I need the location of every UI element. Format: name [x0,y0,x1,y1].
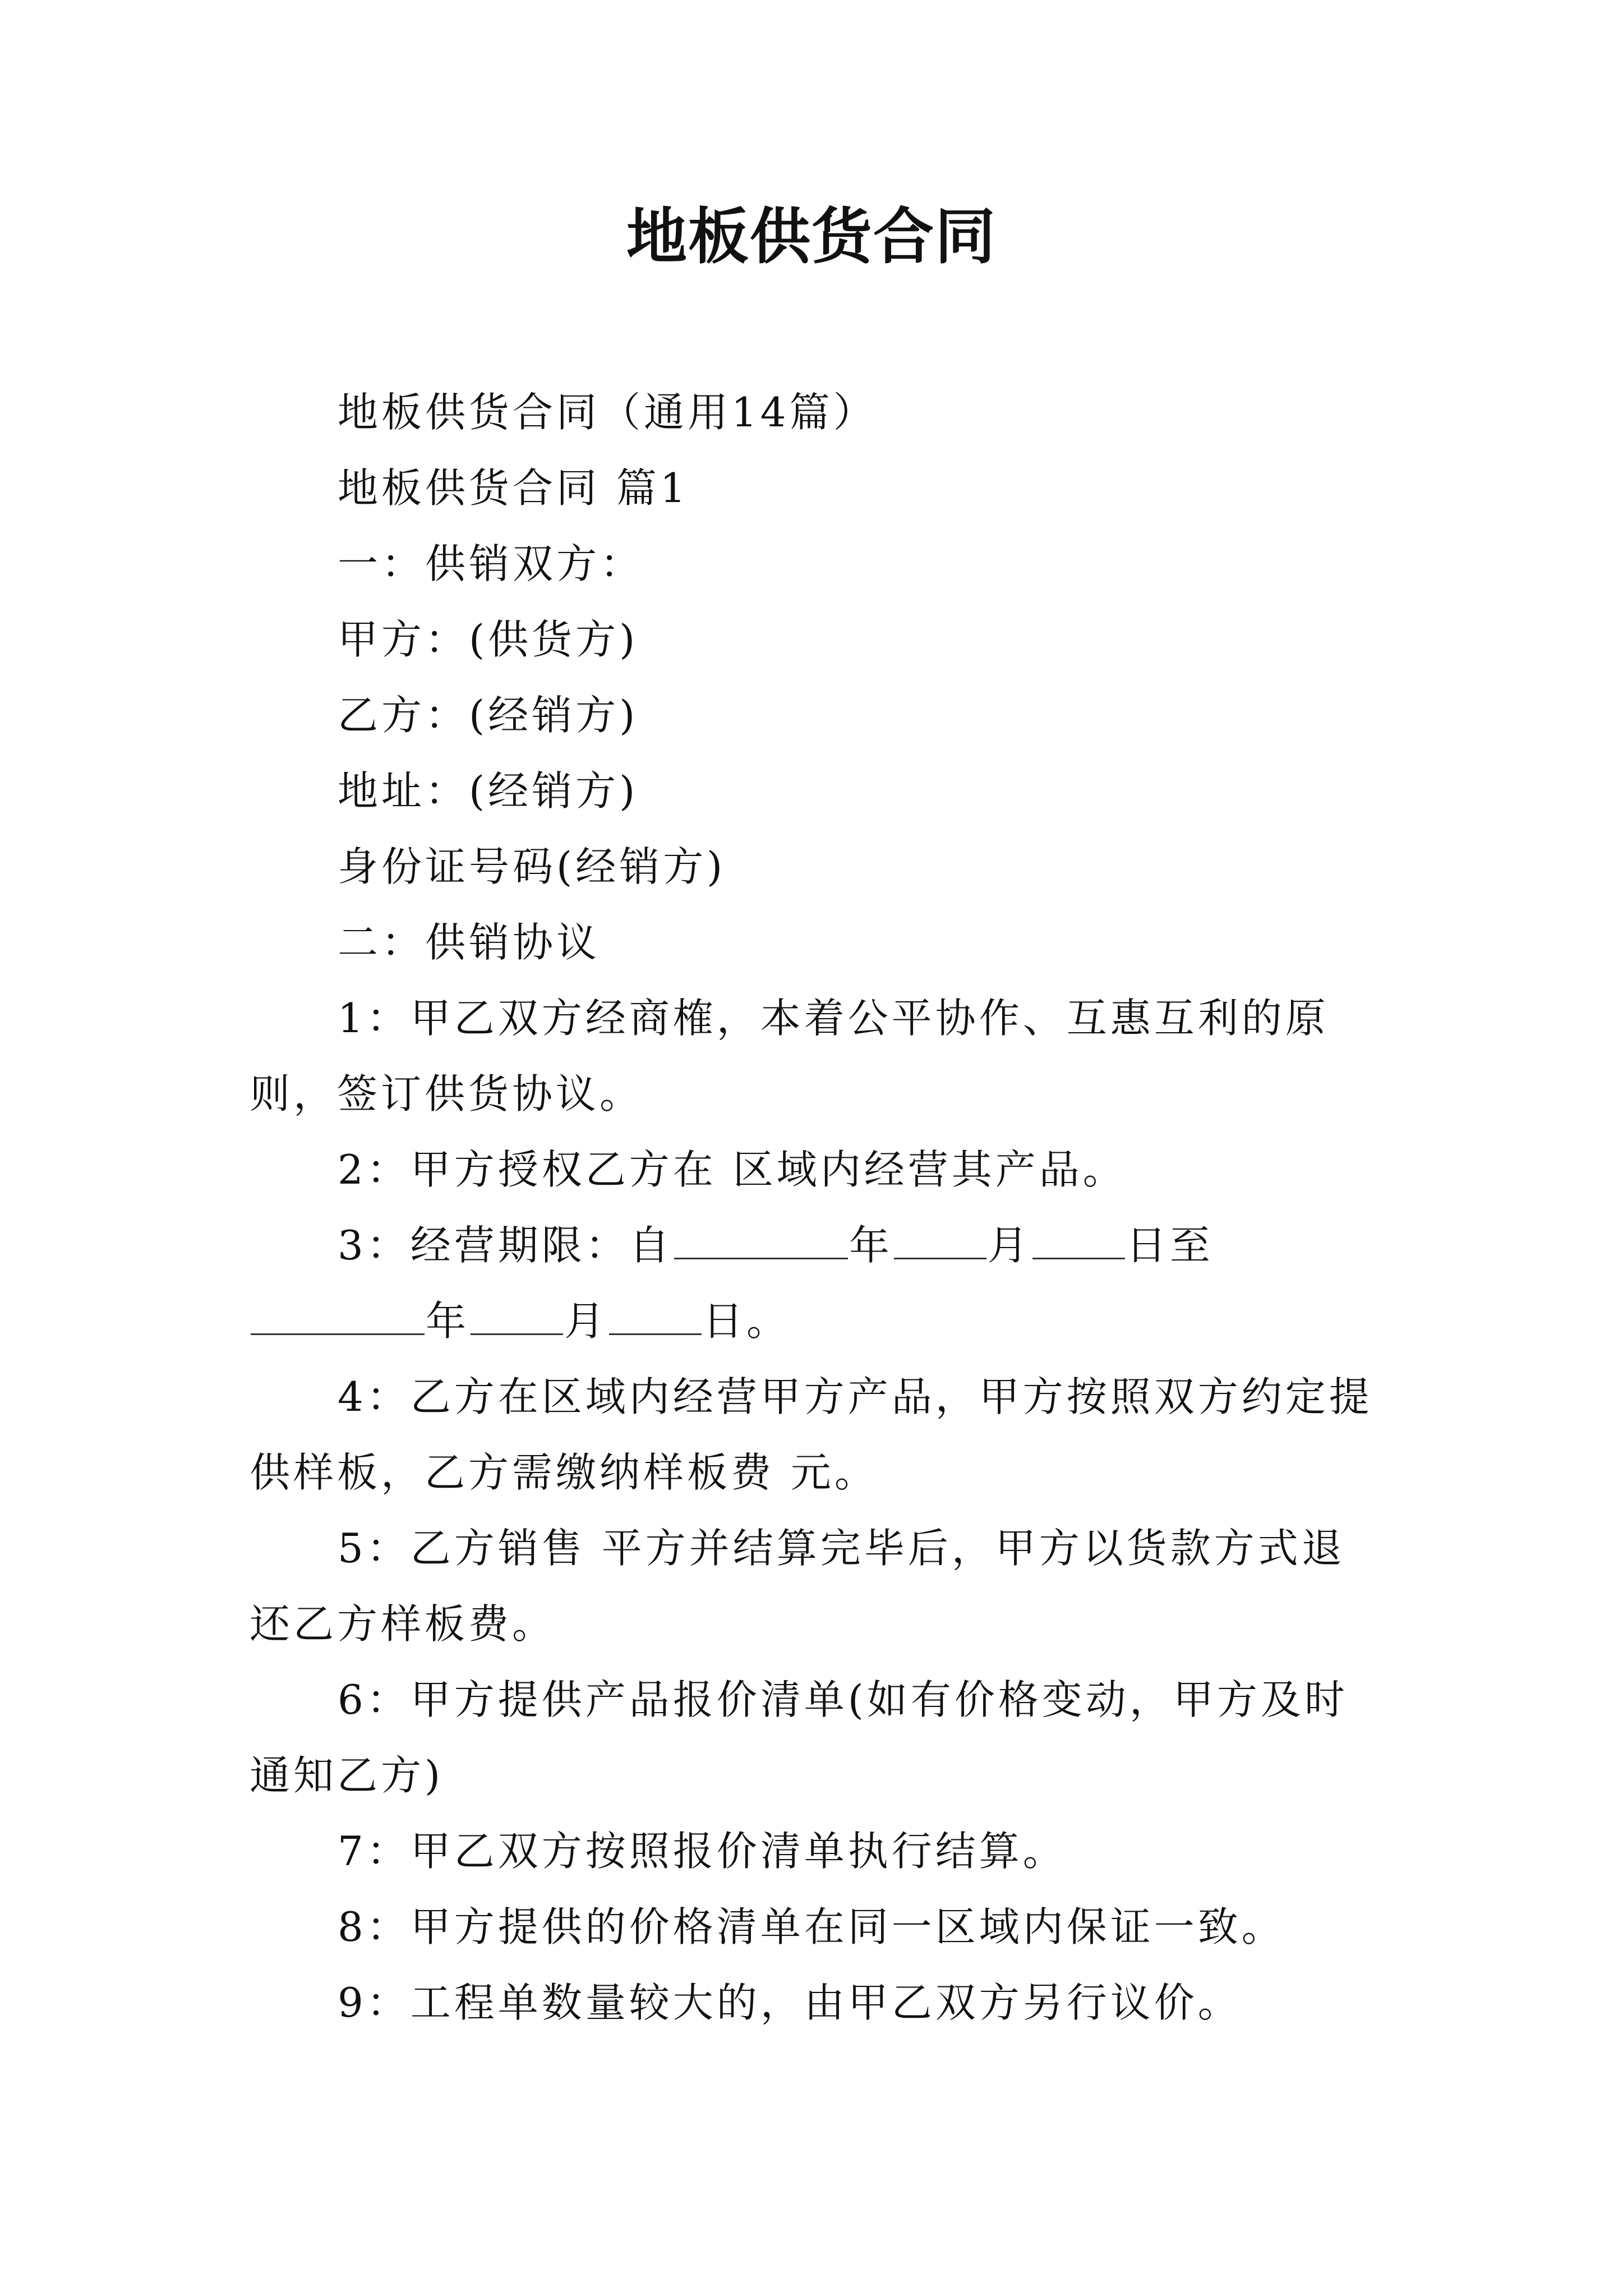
paragraph-clause-5: 5：乙方销售 平方并结算完毕后，甲方以货款方式退还乙方样板费。 [250,1525,1345,1648]
paragraph-clause-2: 2：甲方授权乙方在 区域内经营其产品。 [338,1146,1127,1193]
term-year: 年 [849,1222,893,1269]
paragraph-subtitle: 地板供货合同（通用14篇） [338,389,877,436]
paragraph-party-b: 乙方：(经销方) [338,692,639,739]
term-day-to: 日至 [1126,1222,1214,1269]
document-title: 地板供货合同 [626,201,997,272]
term-year-2: 年 [426,1297,470,1345]
term-month-2: 月 [564,1297,608,1345]
blank-end-month [471,1293,563,1335]
paragraph-party-a: 甲方：(供货方) [338,616,639,663]
document-body [250,375,1380,2041]
paragraph-id-number: 身份证号码(经销方) [338,843,726,890]
paragraph-clause-9: 9：工程单数量较大的，由甲乙双方另行议价。 [338,1979,1242,2026]
blank-end-day [609,1293,702,1335]
paragraph-clause-1: 1：甲乙双方经商榷，本着公平协作、互惠互利的原则，签订供货协议。 [250,995,1329,1117]
blank-start-year [674,1217,848,1259]
paragraph-clause-6: 6：甲方提供产品报价清单(如有价格变动，甲方及时通知乙方) [250,1676,1348,1799]
blank-start-month [894,1217,986,1259]
term-month: 月 [987,1222,1031,1269]
paragraph-clause-8: 8：甲方提供的价格清单在同一区域内保证一致。 [338,1903,1285,1950]
term-end: 日。 [703,1297,791,1345]
paragraph-clause-7: 7：甲乙双方按照报价清单执行结算。 [338,1828,1067,1875]
paragraph-clause-4: 4：乙方在区域内经营甲方产品，甲方按照双方约定提供样板，乙方需缴纳样板费 元。 [250,1373,1373,1496]
term-prefix: 3：经营期限：自 [338,1222,673,1269]
blank-end-year [251,1293,425,1335]
paragraph-agreement-heading: 二：供销协议 [338,919,601,966]
paragraph-clause-3 [250,1208,1380,1359]
paragraph-parties-heading: 一：供销双方： [338,540,644,587]
paragraph-address: 地址：(经销方) [338,767,639,815]
blank-start-day [1032,1217,1125,1259]
paragraph-section-heading: 地板供货合同 篇1 [338,464,689,512]
